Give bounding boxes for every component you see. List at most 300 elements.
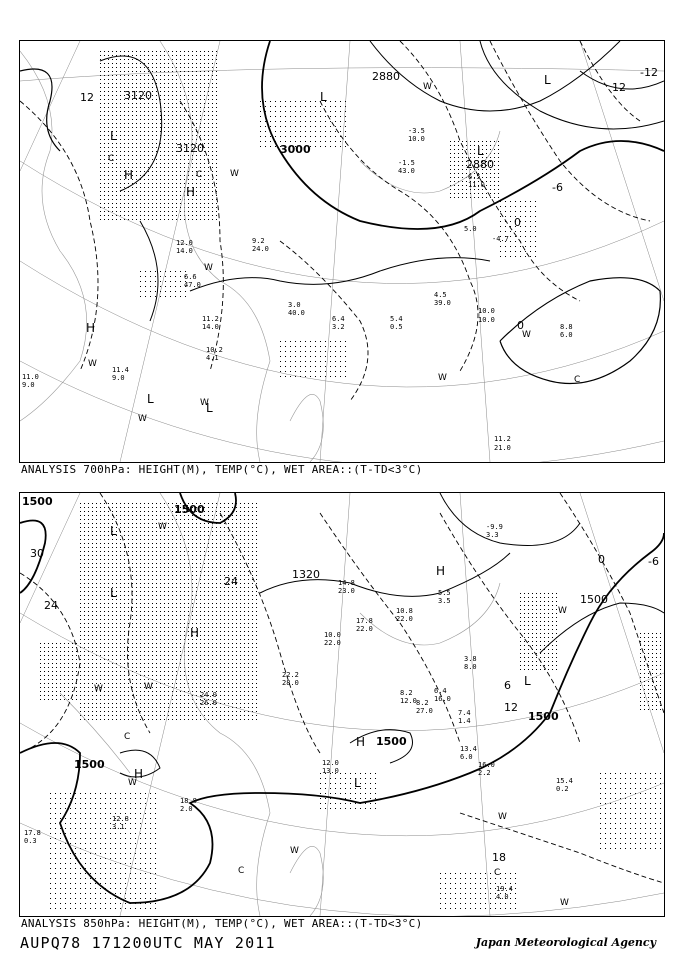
stipple-dot [184,83,185,84]
stipple-dot [124,107,125,108]
stipple-dot [148,67,149,68]
stipple-dot [108,87,109,88]
stipple-dot [148,195,149,196]
stipple-dot [108,135,109,136]
stipple-dot [156,179,157,180]
stipple-dot [236,555,237,556]
stipple-dot [228,599,229,600]
stipple-dot [176,199,177,200]
stipple-dot [525,206,526,207]
stipple-dot [168,51,169,52]
stipple-dot [220,663,221,664]
stipple-dot [216,675,217,676]
stipple-dot [498,161,499,162]
stipple-dot [164,515,165,516]
stipple-dot [132,207,133,208]
stipple-dot [156,551,157,552]
stipple-dot [96,667,97,668]
stipple-dot [116,187,117,188]
stipple-dot [120,583,121,584]
stipple-dot [310,366,311,367]
stipple-dot [184,519,185,520]
stipple-dot [176,595,177,596]
stipple-dot [184,611,185,612]
stipple-dot [132,655,133,656]
stipple-dot [128,71,129,72]
stipple-dot [144,583,145,584]
stipple-dot [490,177,491,178]
stipple-dot [180,135,181,136]
stipple-dot [80,543,81,544]
stipple-dot [116,79,117,80]
stipple-dot [280,111,281,112]
stipple-dot [100,79,101,80]
stipple-dot [144,147,145,148]
stipple-dot [96,567,97,568]
stipple-dot [252,643,253,644]
stipple-dot [164,587,165,588]
stipple-dot [208,175,209,176]
stipple-dot [305,106,306,107]
stipple-dot [224,715,225,716]
stipple-dot [110,863,111,864]
stipple-dot [88,671,89,672]
stipple-dot [52,695,53,696]
stipple-dot [330,136,331,137]
stipple-dot [232,563,233,564]
stipple-dot [164,179,165,180]
stipple-dot [200,591,201,592]
stipple-dot [184,583,185,584]
stipple-dot [305,101,306,102]
stipple-dot [454,169,455,170]
stipple-dot [232,703,233,704]
stipple-dot [160,559,161,560]
stipple-dot [330,121,331,122]
stipple-dot [108,611,109,612]
stipple-dot [52,655,53,656]
stipple-dot [92,655,93,656]
stipple-dot [220,651,221,652]
stipple-dot [200,543,201,544]
stipple-dot [188,159,189,160]
stipple-dot [140,155,141,156]
stipple-dot [160,695,161,696]
stipple-dot [305,346,306,347]
stipple-dot [200,547,201,548]
stipple-dot [320,341,321,342]
stipple-dot [228,715,229,716]
stipple-dot [84,527,85,528]
stipple-dot [176,75,177,76]
stipple-dot [462,185,463,186]
stipple-dot [70,883,71,884]
stipple-dot [164,167,165,168]
stipple-dot [216,623,217,624]
stipple-dot [152,519,153,520]
stipple-dot [140,103,141,104]
stipple-dot [148,639,149,640]
stipple-dot [120,167,121,168]
stipple-dot [176,627,177,628]
stipple-dot [136,51,137,52]
stipple-dot [156,571,157,572]
stipple-dot [112,703,113,704]
stipple-dot [144,51,145,52]
stipple-dot [216,163,217,164]
stipple-dot [236,559,237,560]
stipple-dot [140,543,141,544]
stipple-dot [52,687,53,688]
stipple-dot [196,115,197,116]
stipple-dot [155,296,156,297]
stipple-dot [108,539,109,540]
stipple-dot [120,215,121,216]
stipple-dot [208,719,209,720]
stipple-dot [104,187,105,188]
stipple-dot [168,715,169,716]
stipple-dot [52,667,53,668]
stipple-dot [466,149,467,150]
stipple-dot [340,361,341,362]
stipple-dot [145,291,146,292]
stipple-dot [345,136,346,137]
stipple-dot [240,695,241,696]
stipple-dot [204,719,205,720]
stipple-dot [124,635,125,636]
stipple-dot [510,216,511,217]
stipple-dot [204,647,205,648]
stipple-dot [232,687,233,688]
stipple-dot [152,703,153,704]
stipple-dot [144,699,145,700]
stipple-dot [92,671,93,672]
stipple-dot [105,828,106,829]
stipple-dot [144,75,145,76]
stipple-dot [192,219,193,220]
stipple-dot [164,607,165,608]
stipple-dot [72,683,73,684]
stipple-dot [144,203,145,204]
stipple-dot [55,883,56,884]
stipple-dot [95,793,96,794]
stipple-dot [180,535,181,536]
stipple-dot [110,848,111,849]
stipple-dot [140,127,141,128]
stipple-dot [172,103,173,104]
stipple-dot [240,515,241,516]
stipple-dot [80,828,81,829]
stipple-dot [212,187,213,188]
stipple-dot [204,591,205,592]
stipple-dot [140,639,141,640]
stipple-dot [156,519,157,520]
stipple-dot [216,667,217,668]
stipple-dot [88,579,89,580]
stipple-dot [285,131,286,132]
stipple-dot [100,833,101,834]
stipple-dot [156,699,157,700]
stipple-dot [240,699,241,700]
stipple-dot [80,883,81,884]
stipple-dot [300,366,301,367]
stipple-dot [80,535,81,536]
stipple-dot [252,695,253,696]
stipple-dot [144,511,145,512]
stipple-dot [148,215,149,216]
stipple-dot [474,153,475,154]
stipple-dot [232,503,233,504]
stipple-dot [144,163,145,164]
stipple-dot [196,167,197,168]
stipple-dot [252,527,253,528]
stipple-dot [140,167,141,168]
stipple-dot [108,95,109,96]
stipple-dot [55,858,56,859]
stipple-dot [96,587,97,588]
stipple-dot [216,555,217,556]
stipple-dot [100,131,101,132]
stipple-dot [204,615,205,616]
stipple-dot [70,793,71,794]
stipple-dot [252,571,253,572]
stipple-dot [164,187,165,188]
stipple-dot [200,667,201,668]
stipple-dot [105,883,106,884]
stipple-dot [216,203,217,204]
stipple-dot [84,675,85,676]
stipple-dot [160,123,161,124]
stipple-dot [160,639,161,640]
stipple-dot [100,818,101,819]
stipple-dot [150,271,151,272]
stipple-dot [104,671,105,672]
stipple-dot [196,547,197,548]
stipple-dot [212,155,213,156]
stipple-dot [188,111,189,112]
stipple-dot [160,647,161,648]
stipple-dot [120,627,121,628]
stipple-dot [188,587,189,588]
stipple-dot [244,595,245,596]
stipple-dot [212,619,213,620]
stipple-dot [236,547,237,548]
stipple-dot [180,559,181,560]
stipple-dot [196,199,197,200]
stipple-dot [56,667,57,668]
stipple-dot [295,111,296,112]
stipple-dot [340,346,341,347]
stipple-dot [100,631,101,632]
stipple-dot [96,711,97,712]
stipple-dot [172,543,173,544]
stipple-dot [228,695,229,696]
stipple-dot [188,615,189,616]
stipple-dot [100,195,101,196]
stipple-dot [112,175,113,176]
stipple-dot [200,567,201,568]
stipple-dot [188,543,189,544]
stipple-dot [220,575,221,576]
stipple-dot [148,187,149,188]
stipple-dot [140,211,141,212]
stipple-dot [212,679,213,680]
stipple-dot [96,599,97,600]
stipple-dot [188,547,189,548]
stipple-dot [50,818,51,819]
stipple-dot [252,539,253,540]
stipple-dot [104,539,105,540]
stipple-dot [224,539,225,540]
stipple-dot [295,366,296,367]
stipple-dot [144,111,145,112]
stipple-dot [160,671,161,672]
stipple-dot [228,567,229,568]
stipple-dot [156,651,157,652]
stipple-dot [108,587,109,588]
stipple-dot [148,527,149,528]
stipple-dot [124,51,125,52]
stipple-dot [105,798,106,799]
stipple-dot [172,551,173,552]
stipple-dot [164,535,165,536]
stipple-dot [124,83,125,84]
stipple-dot [140,575,141,576]
stipple-dot [478,193,479,194]
stipple-dot [152,579,153,580]
stipple-dot [164,83,165,84]
stipple-dot [228,675,229,676]
stipple-dot [60,848,61,849]
stipple-dot [248,715,249,716]
stipple-dot [188,651,189,652]
stipple-dot [232,523,233,524]
stipple-dot [152,175,153,176]
stipple-dot [84,531,85,532]
stipple-dot [192,527,193,528]
stipple-dot [136,55,137,56]
stipple-dot [52,671,53,672]
stipple-dot [196,555,197,556]
stipple-dot [120,679,121,680]
stipple-dot [204,179,205,180]
stipple-dot [160,515,161,516]
stipple-dot [216,547,217,548]
stipple-dot [132,571,133,572]
stipple-dot [204,583,205,584]
stipple-dot [124,707,125,708]
stipple-dot [216,611,217,612]
stipple-dot [204,651,205,652]
stipple-dot [108,139,109,140]
stipple-dot [96,531,97,532]
stipple-dot [104,115,105,116]
stipple-dot [44,651,45,652]
stipple-dot [494,153,495,154]
stipple-dot [256,655,257,656]
stipple-dot [128,683,129,684]
stipple-dot [216,531,217,532]
stipple-dot [325,121,326,122]
stipple-dot [196,675,197,676]
stipple-dot [228,655,229,656]
stipple-dot [530,211,531,212]
stipple-dot [168,639,169,640]
stipple-dot [188,575,189,576]
stipple-dot [92,527,93,528]
stipple-dot [90,808,91,809]
stipple-dot [160,703,161,704]
stipple-dot [160,187,161,188]
stipple-dot [184,607,185,608]
stipple-dot [216,679,217,680]
stipple-dot [168,551,169,552]
stipple-dot [108,603,109,604]
stipple-dot [144,659,145,660]
stipple-dot [236,675,237,676]
stipple-dot [248,587,249,588]
stipple-dot [505,211,506,212]
stipple-dot [96,635,97,636]
stipple-dot [180,627,181,628]
stipple-dot [152,171,153,172]
stipple-dot [212,551,213,552]
stipple-dot [305,126,306,127]
stipple-dot [152,167,153,168]
stipple-dot [124,683,125,684]
stipple-dot [236,535,237,536]
stipple-dot [275,131,276,132]
stipple-dot [88,627,89,628]
stipple-dot [88,591,89,592]
stipple-dot [72,655,73,656]
stipple-dot [80,893,81,894]
stipple-dot [132,135,133,136]
stipple-dot [200,191,201,192]
station-temp: 4.5 [434,291,447,299]
stipple-dot [120,793,121,794]
stipple-dot [140,511,141,512]
stipple-dot [192,75,193,76]
stipple-dot [108,131,109,132]
stipple-dot [515,256,516,257]
stipple-dot [90,828,91,829]
stipple-dot [184,175,185,176]
stipple-dot [450,173,451,174]
stipple-dot [252,683,253,684]
stipple-dot [68,663,69,664]
stipple-dot [462,169,463,170]
stipple-dot [256,651,257,652]
stipple-dot [144,159,145,160]
stipple-dot [132,519,133,520]
stipple-dot [132,715,133,716]
stipple-dot [224,651,225,652]
stipple-dot [115,833,116,834]
stipple-dot [248,647,249,648]
stipple-dot [65,903,66,904]
stipple-dot [275,121,276,122]
stipple-dot [152,67,153,68]
stipple-dot [466,197,467,198]
stipple-dot [155,271,156,272]
stipple-dot [172,111,173,112]
stipple-dot [212,151,213,152]
stipple-dot [208,655,209,656]
stipple-dot [164,75,165,76]
stipple-dot [244,719,245,720]
stipple-dot [136,123,137,124]
